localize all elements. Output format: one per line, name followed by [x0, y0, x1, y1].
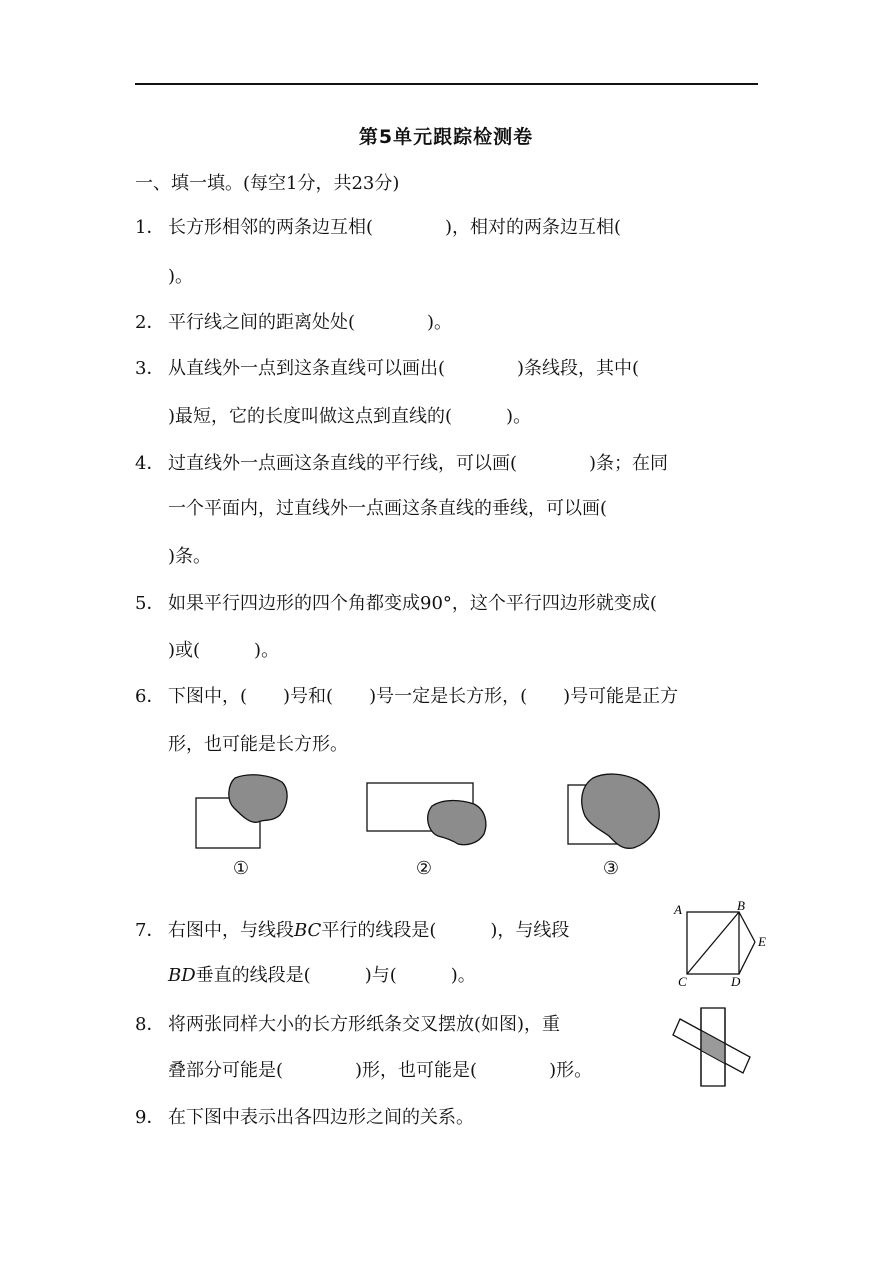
page-title: 第5单元跟踪检测卷 [358, 126, 534, 148]
figure-shape-3 [563, 770, 673, 855]
q6-line1: 下图中，( )号和( )号一定是长方形，( )号可能是正方 [168, 686, 679, 707]
q7-text-b: 平行的线段是( )，与线段 [321, 920, 570, 941]
q9-line1: 在下图中表示出各四边形之间的关系。 [168, 1107, 474, 1128]
q2-line1: 平行线之间的距离处处( )。 [168, 312, 453, 333]
q2-number: 2． [135, 312, 165, 333]
blob-2 [428, 801, 486, 845]
q7-line1 [168, 919, 569, 943]
q3-line1: 从直线外一点到这条直线可以画出( )条线段，其中( [168, 358, 640, 379]
q3-line2: )最短，它的长度叫做这点到直线的( )。 [168, 406, 532, 427]
q9-number: 9． [135, 1107, 165, 1128]
q7-segment-bc: BC [294, 920, 322, 941]
top-rule [135, 83, 758, 85]
q7-text-c: 垂直的线段是( )与( )。 [195, 965, 476, 986]
label-e: E [758, 934, 766, 949]
q7-text-a: 右图中，与线段 [168, 920, 294, 941]
q5-line2: )或( )。 [168, 640, 280, 661]
q6-line2: 形，也可能是长方形。 [168, 734, 348, 755]
label-a: A [674, 902, 682, 917]
figure-shape-1 [190, 770, 300, 855]
figure-square-abcd [670, 898, 775, 993]
q8-line2: 叠部分可能是( )形，也可能是( )形。 [168, 1060, 593, 1081]
q7-segment-bd: BD [168, 965, 196, 986]
q5-line1: 如果平行四边形的四个角都变成90°，这个平行四边形就变成( [168, 593, 657, 614]
q4-number: 4． [135, 453, 165, 474]
q3-number: 3． [135, 358, 165, 379]
q1-line1: 长方形相邻的两条边互相( )，相对的两条边互相( [168, 217, 622, 238]
label-c: C [678, 974, 687, 989]
label-d: D [731, 974, 741, 989]
q4-line3: )条。 [168, 546, 212, 567]
q1-number: 1． [135, 217, 165, 238]
figure-caption-1: ① [232, 858, 250, 879]
q4-line2: 一个平面内，过直线外一点画这条直线的垂线，可以画( [168, 498, 608, 519]
q4-line1: 过直线外一点画这条直线的平行线，可以画( )条；在同 [168, 453, 669, 474]
q6-number: 6． [135, 686, 165, 707]
section-heading: 一、填一填。(每空1分，共23分) [135, 173, 400, 194]
figure-caption-3: ③ [602, 858, 620, 879]
figure-shape-2 [362, 778, 492, 863]
figure-caption-2: ② [415, 858, 433, 879]
q1-line2: )。 [168, 266, 194, 287]
label-b: B [737, 898, 745, 913]
q8-line1: 将两张同样大小的长方形纸条交叉摆放(如图)，重 [168, 1014, 561, 1035]
figure-crossed-strips [668, 1005, 763, 1090]
q8-number: 8． [135, 1014, 165, 1035]
q7-line2 [168, 964, 476, 988]
q7-number: 7． [135, 920, 165, 941]
q5-number: 5． [135, 593, 165, 614]
